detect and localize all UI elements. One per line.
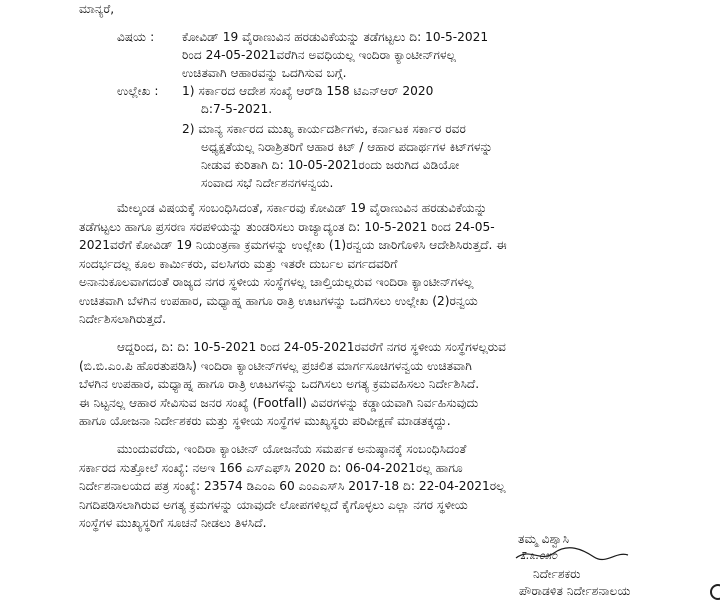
paragraph-2-line: ಈ ನಿಟ್ಟನಲ್ಲ ಆಹಾರ ಸೇವಿಸುವ ಜನರ ಸಂಖ್ಯೆ (Footfall) ವಿವರಗಳನ್ನು ಕಡ್ಡಾಯವಾಗಿ ನಿರ್ವಹಿಸುವುದು bbox=[79, 396, 479, 410]
reference-2-line: 2) ಮಾನ್ಯ ಸರ್ಕಾರದ ಮುಖ್ಯ ಕಾರ್ಯದರ್ಶಿಗಳು, ಕರ್ನಾಟಕ ಸರ್ಕಾರ ರವರ bbox=[182, 122, 466, 136]
paragraph-3-line: ಸರ್ಕಾರದ ಸುತ್ತೋಲೆ ಸಂಖ್ಯೆ: ನಅಇ 166 ಎಸ್‌ಎಫ್‌ಸಿ 2020 ದಿ: 06-04-2021ರಲ್ಲ ಹಾಗೂ bbox=[79, 461, 463, 475]
paragraph-2-line: ಆದ್ದರಿಂದ, ದಿ: ದಿ: 10-5-2021 ರಿಂದ 24-05-2021ರವರೆಗೆ ನಗರ ಸ್ಥಳೀಯ ಸಂಸ್ಥೆಗಳಲ್ಲರುವ bbox=[117, 340, 506, 354]
paragraph-1-line: ಸಂದರ್ಭದಲ್ಲ ಕೂಲ ಕಾರ್ಮಿಕರು, ವಲಸಿಗರು ಮತ್ತು ಇತರೇ ದುರ್ಬಲ ವರ್ಗದವರಿಗೆ bbox=[79, 257, 398, 271]
reference-label: ಉಲ್ಲೇಖ : bbox=[117, 84, 159, 98]
reference-2-line: ಸಂವಾದ ಸಭೆ ನಿರ್ದೇಶನಗಳನ್ವಯ. bbox=[201, 176, 334, 190]
paragraph-1-line: ತಡೆಗಟ್ಟಲು ಹಾಗೂ ಪ್ರಸರಣ ಸರಪಳಿಯನ್ನು ತುಂಡರಿಸಲು ರಾಜ್ಯಾದ್ಯಂತ ದಿ: 10-5-2021 ರಿಂದ 24-05- bbox=[79, 220, 495, 234]
subject-line: ಕೋವಿಡ್ 19 ವೈರಾಣುವಿನ ಹರಡುವಿಕೆಯನ್ನು ತಡೆಗಟ್ಟಲು ದಿ: 10-5-2021 bbox=[182, 30, 489, 44]
subject-line: ರಿಂದ 24-05-2021ವರೆಗಿನ ಅವಧಿಯಲ್ಲ ಇಂದಿರಾ ಕ್ಯಾಂಟೀನ್‌ಗಳಲ್ಲ bbox=[182, 48, 456, 62]
reference-2-line: ಅಧ್ಯಕ್ಷತೆಯಲ್ಲ ನಿರಾಶ್ರಿತರಿಗೆ ಆಹಾರ ಕಿಟ್ / ಆಹಾರ ಪದಾರ್ಥಗಳ ಕಿಟ್‌ಗಳನ್ನು bbox=[201, 140, 493, 154]
paragraph-3-line: ನಿರ್ದೇಶನಾಲಯದ ಪತ್ರ ಸಂಖ್ಯೆ: 23574 ಡಿಎಂಎ 60 ಎಂಎಎಸ್‌ಸಿ 2017-18 ದಿ: 22-04-2021ರಲ್ಲ bbox=[79, 479, 506, 493]
closing-yours: ತಮ್ಮ ವಿಶ್ವಾಸಿ bbox=[518, 532, 570, 546]
paragraph-2-line: ಬೆಳಗಿನ ಉಪಹಾರ, ಮಧ್ಯಾಹ್ನ ಹಾಗೂ ರಾತ್ರಿ ಊಟಗಳನ್ನು ಒದಗಿಸಲು ಅಗತ್ಯ ಕ್ರಮವಹಿಸಲು ನಿರ್ದೇಶಿಸಿದೆ. bbox=[79, 377, 480, 391]
reference-1-line: 1) ಸರ್ಕಾರದ ಆದೇಶ ಸಂಖ್ಯೆ ಆರ್‌ಡಿ 158 ಟಿಎನ್‌ಆರ್ 2020 bbox=[182, 84, 434, 98]
paragraph-3-line: ಮುಂದುವರೆದು, ಇಂದಿರಾ ಕ್ಯಾಂಟೀನ್ ಯೋಜನೆಯ ಸಮರ್ಪಕ ಅನುಷ್ಠಾನಕ್ಕೆ ಸಂಬಂಧಿಸಿದಂತೆ bbox=[117, 442, 467, 456]
signature-scribble bbox=[512, 543, 632, 565]
subject-line: ಉಚಿತವಾಗಿ ಆಹಾರವನ್ನು ಒದಗಿಸುವ ಬಗ್ಗೆ. bbox=[182, 66, 347, 80]
designation: ನಿರ್ದೇಶಕರು bbox=[533, 567, 581, 581]
paragraph-1-line: ಅನಾನುಕೂಲವಾಗದಂತೆ ರಾಜ್ಯದ ನಗರ ಸ್ಥಳೀಯ ಸಂಸ್ಥೆಗಳಲ್ಲ ಚಾಲ್ತಿಯಲ್ಲರುವ ಇಂದಿರಾ ಕ್ಯಾಂಟೀನ್‌ಗಳಲ್ಲ bbox=[79, 275, 474, 289]
paragraph-3-line: ಸಂಸ್ಥೆಗಳ ಮುಖ್ಯಸ್ಥರಿಗೆ ಸೂಚನೆ ನೀಡಲು ತಿಳಸಿದೆ. bbox=[79, 516, 267, 530]
department: ಪೌರಾಡಳಿತ ನಿರ್ದೇಶನಾಲಯ bbox=[519, 584, 631, 598]
salutation: ಮಾನ್ಯರೆ, bbox=[79, 2, 115, 16]
handwritten-signature: ೱ.೩.೦೫೦ bbox=[520, 549, 558, 562]
seal-edge-mark bbox=[706, 582, 720, 600]
paragraph-3-line: ನಿಗದಿಪಡಿಸಲಾಗಿರುವ ಅಗತ್ಯ ಕ್ರಮಗಳನ್ನು ಯಾವುದೇ ಲೋಪಗಳಿಲ್ಲದೆ ಕೈಗೊಳ್ಳಲು ಎಲ್ಲಾ ನಗರ ಸ್ಥಳೀಯ bbox=[79, 498, 468, 512]
paragraph-1-line: ಉಚಿತವಾಗಿ ಬೆಳಗಿನ ಉಪಹಾರ, ಮಧ್ಯಾಹ್ನ ಹಾಗೂ ರಾತ್ರಿ ಊಟಗಳನ್ನು ಒದಗಿಸಲು ಉಲ್ಲೇಖ (2)ರನ್ವಯ bbox=[79, 294, 478, 308]
paragraph-2-line: (ಬಿ.ಬಿ.ಎಂ.ಪಿ ಹೊರತುಪಡಿಸಿ) ಇಂದಿರಾ ಕ್ಯಾಂಟೀನ್‌ಗಳಲ್ಲ ಪ್ರಚಲಿತ ಮಾರ್ಗಸೂಚಿಗಳನ್ವಯ ಉಚಿತವಾಗಿ bbox=[79, 359, 472, 373]
reference-1-line: ದಿ:7-5-2021. bbox=[201, 102, 273, 116]
reference-2-line: ನೀಡುವ ಕುರಿತಾಗಿ ದಿ: 10-05-2021ರಂದು ಜರುಗಿದ ವಿಡಿಯೋ bbox=[201, 158, 460, 172]
paragraph-1-line: 2021ವರೆಗೆ ಕೋವಿಡ್ 19 ನಿಯಂತ್ರಣಾ ಕ್ರಮಗಳನ್ನು ಉಲ್ಲೇಖ (1)ರನ್ವಯ ಜಾರಿಗೊಳಿಸಿ ಆದೇಶಿಸಿರುತ್ತದೆ. ಈ bbox=[79, 238, 507, 252]
paragraph-1-line: ಮೇಲ್ಕಂಡ ವಿಷಯಕ್ಕೆ ಸಂಬಂಧಿಸಿದಂತೆ, ಸರ್ಕಾರವು ಕೋವಿಡ್ 19 ವೈರಾಣುವಿನ ಹರಡುವಿಕೆಯನ್ನು bbox=[117, 201, 488, 215]
subject-label: ವಿಷಯ : bbox=[117, 30, 155, 44]
paragraph-2-line: ಹಾಗೂ ಯೋಜನಾ ನಿರ್ದೇಶಕರು ಮತ್ತು ಸ್ಥಳೀಯ ಸಂಸ್ಥೆಗಳ ಮುಖ್ಯಸ್ಥರು ಪರಿವೀಕ್ಷಣೆ ಮಾಡತಕ್ಕದ್ದು. bbox=[79, 414, 451, 428]
paragraph-1-line: ನಿರ್ದೇಶಿಸಲಾಗಿರುತ್ತದೆ. bbox=[79, 312, 167, 326]
